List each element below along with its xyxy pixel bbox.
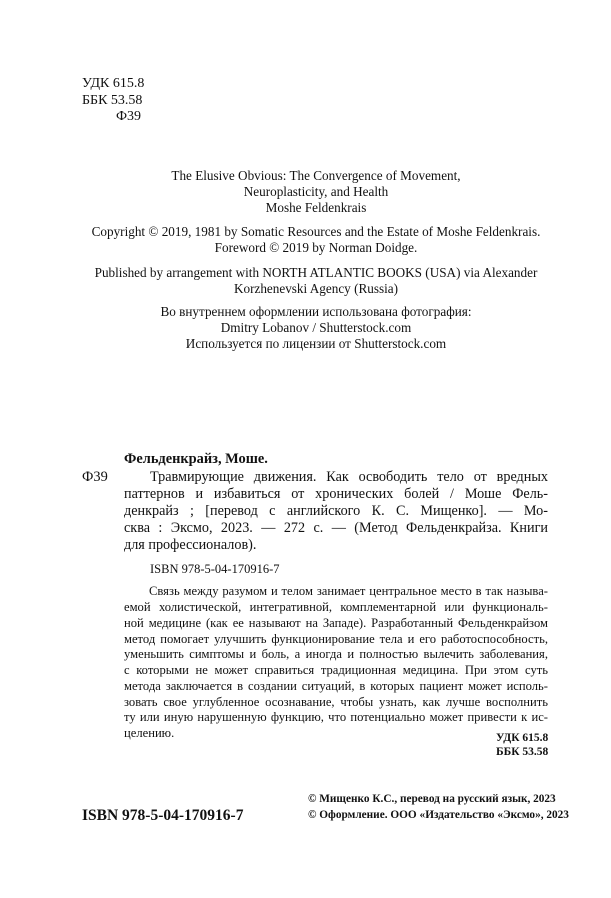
udk-code-top: УДК 615.8 [82,76,145,91]
catalog-body-line: Травмирующие движения. Как освободить тело от вредных [150,469,548,485]
catalog-body-line: денкрайз ; [перевод с английского К. С. Мищенко]. — Мо- [124,503,548,519]
author-mark-top: Ф39 [116,109,142,124]
arrangement-line2: Korzhenevski Agency (Russia) [233,281,399,296]
original-title-line1: The Elusive Obvious: The Convergence of Movement, [171,168,461,183]
copyright-translation: © Мищенко К.С., перевод на русский язык, 2023 [308,793,556,805]
copyright-design: © Оформление. ООО «Издательство «Эксмо», 2023 [308,809,569,821]
abstract-line: метода заключается в создании ситуаций, в которых пациент может исполь- [124,679,548,693]
abstract-line: зовать свое углубленное осознавание, чтобы узнать, как лучше восполнить [124,695,548,709]
bbk-code-top: ББК 53.58 [82,93,143,108]
catalog-body-line: сква : Эксмо, 2023. — 272 с. — (Метод Фельденкрайза. Книги [124,520,548,536]
copyright-line2: Foreword © 2019 by Norman Doidge. [214,240,418,255]
original-title-line2: Neuroplasticity, and Health [243,184,389,199]
copyright-line1: Copyright © 2019, 1981 by Somatic Resources and the Estate of Moshe Feldenkrais. [91,224,541,239]
abstract-line: Связь между разумом и телом занимает центральное место в так называ- [149,584,548,598]
abstract-line: целению. [124,726,175,740]
abstract-line: с которыми не может справиться традиционная медицина. При этом суть [124,663,548,677]
original-author: Moshe Feldenkrais [265,200,367,215]
abstract-line: ту или иную нарушенную функцию, что потенциально может привести к ис- [124,710,548,724]
photo-credit-line3: Используется по лицензии от Shutterstock.com [185,336,447,351]
catalog-body-line: для профессионалов). [124,537,257,553]
footer-isbn: ISBN 978-5-04-170916-7 [82,807,244,824]
abstract-line: емой холистической, интегративной, комплементарной или функциональ- [124,600,548,614]
arrangement-line1: Published by arrangement with NORTH ATLANTIC BOOKS (USA) via Alexander [94,265,538,280]
catalog-author-mark: Ф39 [82,469,108,485]
udk-code-bottom: УДК 615.8 [496,732,549,744]
catalog-body-line: паттернов и избавиться от хронических болей / Моше Фель- [124,486,548,502]
bbk-code-bottom: ББК 53.58 [496,746,549,758]
catalog-isbn: ISBN 978-5-04-170916-7 [150,562,280,576]
photo-credit-line2: Dmitry Lobanov / Shutterstock.com [220,320,412,335]
photo-credit-line1: Во внутреннем оформлении использована фотография: [160,304,472,319]
abstract-line: метод помогает улучшить функционирование тела и его работоспособность, [124,632,548,646]
catalog-heading: Фельденкрайз, Моше. [124,451,268,467]
abstract-line: ной медицине (как ее называют на Западе). Разработанный Фельденкрайзом [124,616,548,630]
abstract-line: уменьшить симптомы и боль, а иногда и полностью вылечить заболевания, [124,647,548,661]
